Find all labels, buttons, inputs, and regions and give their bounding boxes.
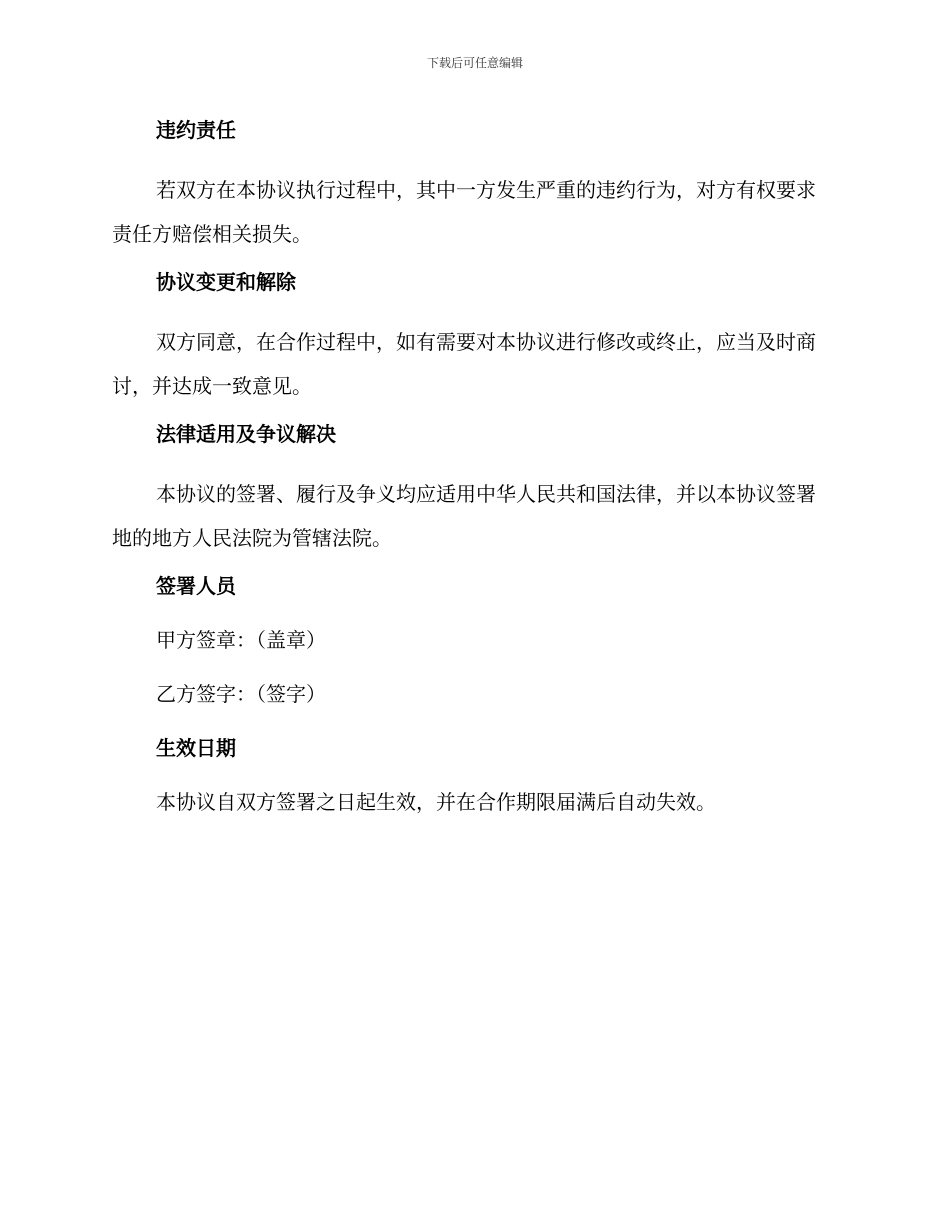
- section-title-law: 法律适用及争议解决: [156, 422, 336, 446]
- section-body-change: 双方同意，在合作过程中，如有需要对本协议进行修改或终止，应当及时商讨，并达成一致意见。: [112, 330, 816, 398]
- section-title-breach: 违约责任: [156, 118, 236, 142]
- section-title-signers: 签署人员: [156, 574, 236, 598]
- document-body: [112, 114, 834, 828]
- section-title-change: 协议变更和解除: [156, 270, 296, 294]
- section-body-law: 本协议的签署、履行及争义均应适用中华人民共和国法律，并以本协议签署地的地方人民法院为管辖法院。: [112, 482, 816, 550]
- section-body-breach: 若双方在本协议执行过程中，其中一方发生严重的违约行为，对方有权要求责任方赔偿相关损失。: [112, 178, 816, 246]
- section-title-effective: 生效日期: [156, 736, 236, 760]
- page-header: 下载后可任意编辑: [426, 56, 523, 70]
- party-b-signature: 乙方签字：（签字）: [156, 682, 326, 706]
- section-body-effective: 本协议自双方签署之日起生效，并在合作期限届满后自动失效。: [156, 790, 716, 814]
- party-a-signature: 甲方签章：（盖章）: [156, 628, 326, 652]
